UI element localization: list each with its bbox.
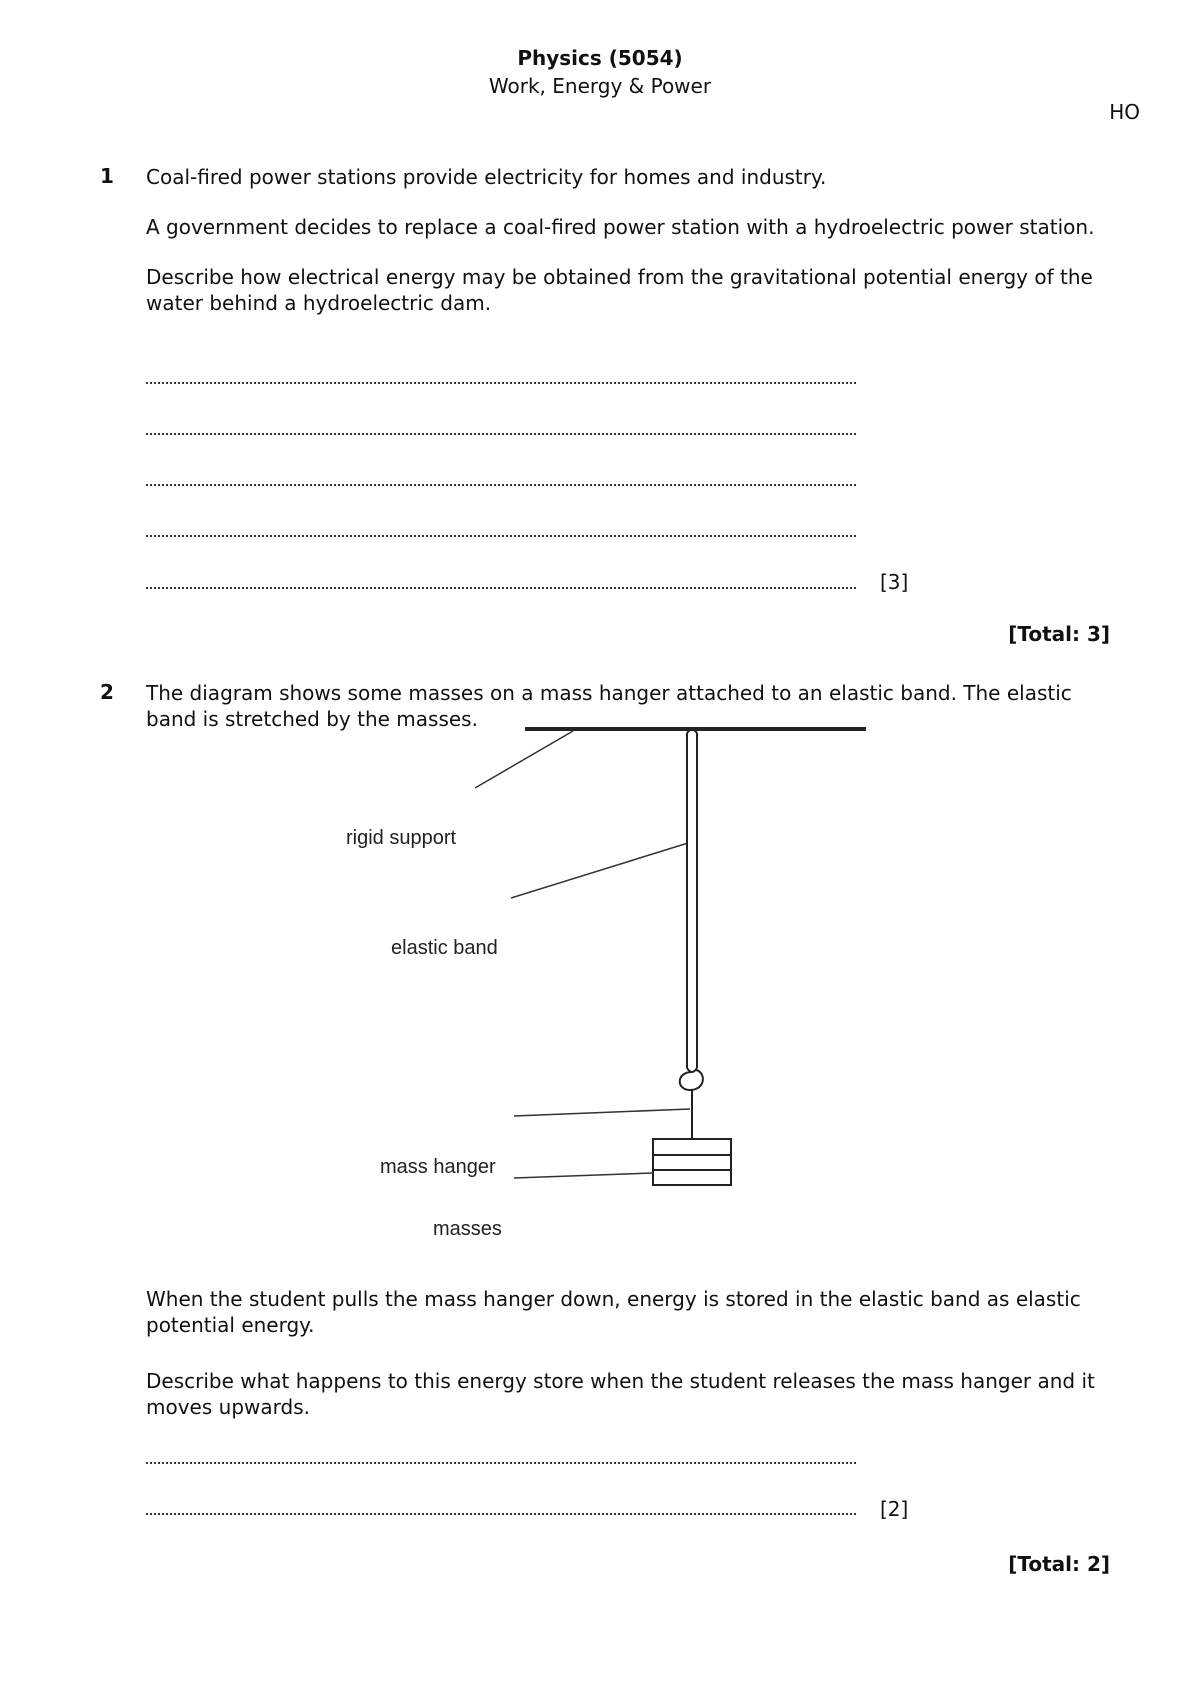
answer-line-1-3[interactable] bbox=[146, 480, 856, 486]
label-masses: masses bbox=[433, 1218, 502, 1240]
question-2-number: 2 bbox=[100, 680, 114, 704]
question-1-marks: [3] bbox=[880, 570, 909, 594]
question-1-prompt: Describe how electrical energy may be obtained from the gravitational potential energy of the water behind a hydroelectric dam. bbox=[146, 265, 1093, 315]
question-1-number: 1 bbox=[100, 164, 114, 188]
label-rigid-support: rigid support bbox=[346, 827, 457, 849]
elastic-band-leader bbox=[511, 843, 688, 898]
question-1-total: [Total: 3] bbox=[1008, 622, 1110, 646]
question-1-context: A government decides to replace a coal-fired power station with a hydroelectric power station. bbox=[146, 215, 1095, 239]
label-mass-hanger: mass hanger bbox=[380, 1156, 496, 1178]
mass-hanger-hook bbox=[680, 1070, 703, 1140]
question-2-total: [Total: 2] bbox=[1008, 1552, 1110, 1576]
document-code: HO bbox=[1109, 100, 1140, 124]
document-title: Physics (5054) bbox=[517, 46, 683, 70]
answer-line-1-2[interactable] bbox=[146, 429, 856, 435]
document-subtitle: Work, Energy & Power bbox=[488, 74, 712, 98]
question-1-intro: Coal-fired power stations provide electricity for homes and industry. bbox=[146, 165, 827, 189]
elastic-band bbox=[687, 730, 697, 1073]
mass-hanger-leader bbox=[514, 1109, 690, 1116]
question-2-context: When the student pulls the mass hanger down, energy is stored in the elastic band as elastic potential energy. bbox=[146, 1287, 1081, 1337]
answer-line-1-1[interactable] bbox=[146, 378, 856, 384]
masses-leader bbox=[514, 1173, 652, 1178]
question-2-marks: [2] bbox=[880, 1497, 909, 1521]
question-2-intro: The diagram shows some masses on a mass hanger attached to an elastic band. The elastic band is stretched by the masses. bbox=[146, 681, 1072, 731]
label-elastic-band: elastic band bbox=[391, 937, 498, 959]
answer-line-2-2[interactable] bbox=[146, 1509, 856, 1515]
masses-stack bbox=[653, 1139, 731, 1185]
answer-line-1-4[interactable] bbox=[146, 531, 856, 537]
answer-line-2-1[interactable] bbox=[146, 1458, 856, 1464]
question-2-prompt: Describe what happens to this energy store when the student releases the mass hanger and it moves upwards. bbox=[146, 1369, 1095, 1419]
rigid-support-leader bbox=[475, 731, 573, 788]
answer-line-1-5[interactable] bbox=[146, 583, 856, 589]
